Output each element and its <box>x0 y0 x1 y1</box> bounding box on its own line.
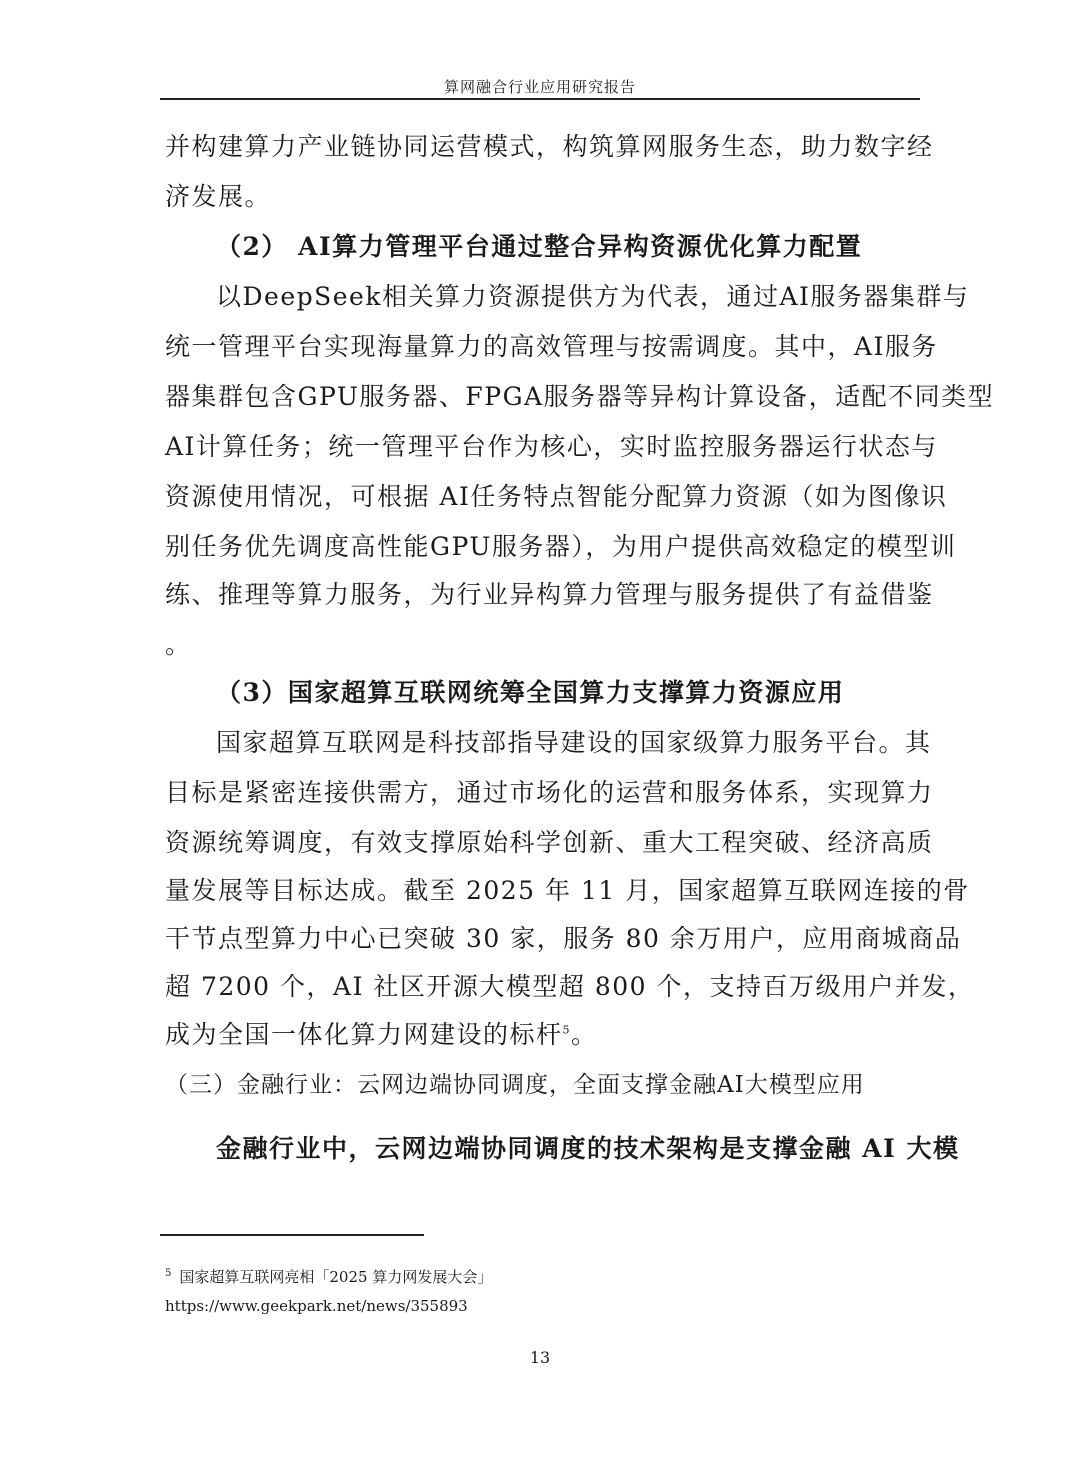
section-heading-3: （三）金融行业：云网边端协同调度，全面支撑金融AI大模型应用 <box>165 1072 865 1098</box>
body-line-19-text: 成为全国一体化算力网建设的标杆 <box>165 1020 563 1049</box>
body-line-15: 资源统筹调度，有效支撑原始科学创新、重大工程突破、经济高质 <box>165 828 934 857</box>
body-line-10: 练、推理等算力服务，为行业异构算力管理与服务提供了有益借鉴 <box>165 580 934 609</box>
body-line-7: AI计算任务；统一管理平台作为核心，实时监控服务器运行状态与 <box>165 432 938 461</box>
body-line-13: 国家超算互联网是科技部指导建设的国家级算力服务平台。其 <box>216 728 932 757</box>
body-line-19 <box>165 1018 598 1052</box>
subheading-2: （2） AI算力管理平台通过整合异构资源优化算力配置 <box>216 232 863 261</box>
body-line-2: 济发展。 <box>165 182 272 211</box>
body-line-16: 量发展等目标达成。截至 2025 年 11 月，国家超算互联网连接的骨 <box>165 876 970 905</box>
footnote-number: 5 <box>165 1268 172 1279</box>
body-line-11: 。 <box>165 630 192 659</box>
footnote-entry <box>165 1266 492 1287</box>
footnote-url[interactable]: https://www.geekpark.net/news/355893 <box>165 1297 468 1315</box>
body-line-17: 干节点型算力中心已突破 30 家，服务 80 余万用户，应用商城商品 <box>165 924 962 953</box>
subheading-3: （3）国家超算互联网统筹全国算力支撑算力资源应用 <box>216 678 845 707</box>
body-line-6: 器集群包含GPU服务器、FPGA服务器等异构计算设备，适配不同类型 <box>165 382 995 411</box>
body-line-8: 资源使用情况，可根据 AI任务特点智能分配算力资源（如为图像识 <box>165 482 948 511</box>
footnote-reference: 5 <box>562 1023 572 1037</box>
footnote-text: 国家超算互联网亮相「2025 算力网发展大会」 <box>179 1268 493 1286</box>
body-line-9: 别任务优先调度高性能GPU服务器），为用户提供高效稳定的模型训 <box>165 532 957 561</box>
body-line-14: 目标是紧密连接供需方，通过市场化的运营和服务体系，实现算力 <box>165 778 934 807</box>
body-line-1: 并构建算力产业链协同运营模式，构筑算网服务生态，助力数字经 <box>165 132 934 161</box>
footnote-divider <box>160 1234 424 1236</box>
body-line-5: 统一管理平台实现海量算力的高效管理与按需调度。其中，AI服务 <box>165 332 938 361</box>
body-line-18: 超 7200 个，AI 社区开源大模型超 800 个，支持百万级用户并发， <box>165 972 975 1001</box>
running-header: 算网融合行业应用研究报告 <box>443 78 636 96</box>
page-number: 13 <box>529 1348 551 1367</box>
body-line-21: 金融行业中，云网边端协同调度的技术架构是支撑金融 AI 大模 <box>216 1134 960 1163</box>
sentence-end: 。 <box>571 1020 598 1049</box>
header-divider <box>160 98 920 100</box>
body-line-4: 以DeepSeek相关算力资源提供方为代表，通过AI服务器集群与 <box>216 282 970 311</box>
